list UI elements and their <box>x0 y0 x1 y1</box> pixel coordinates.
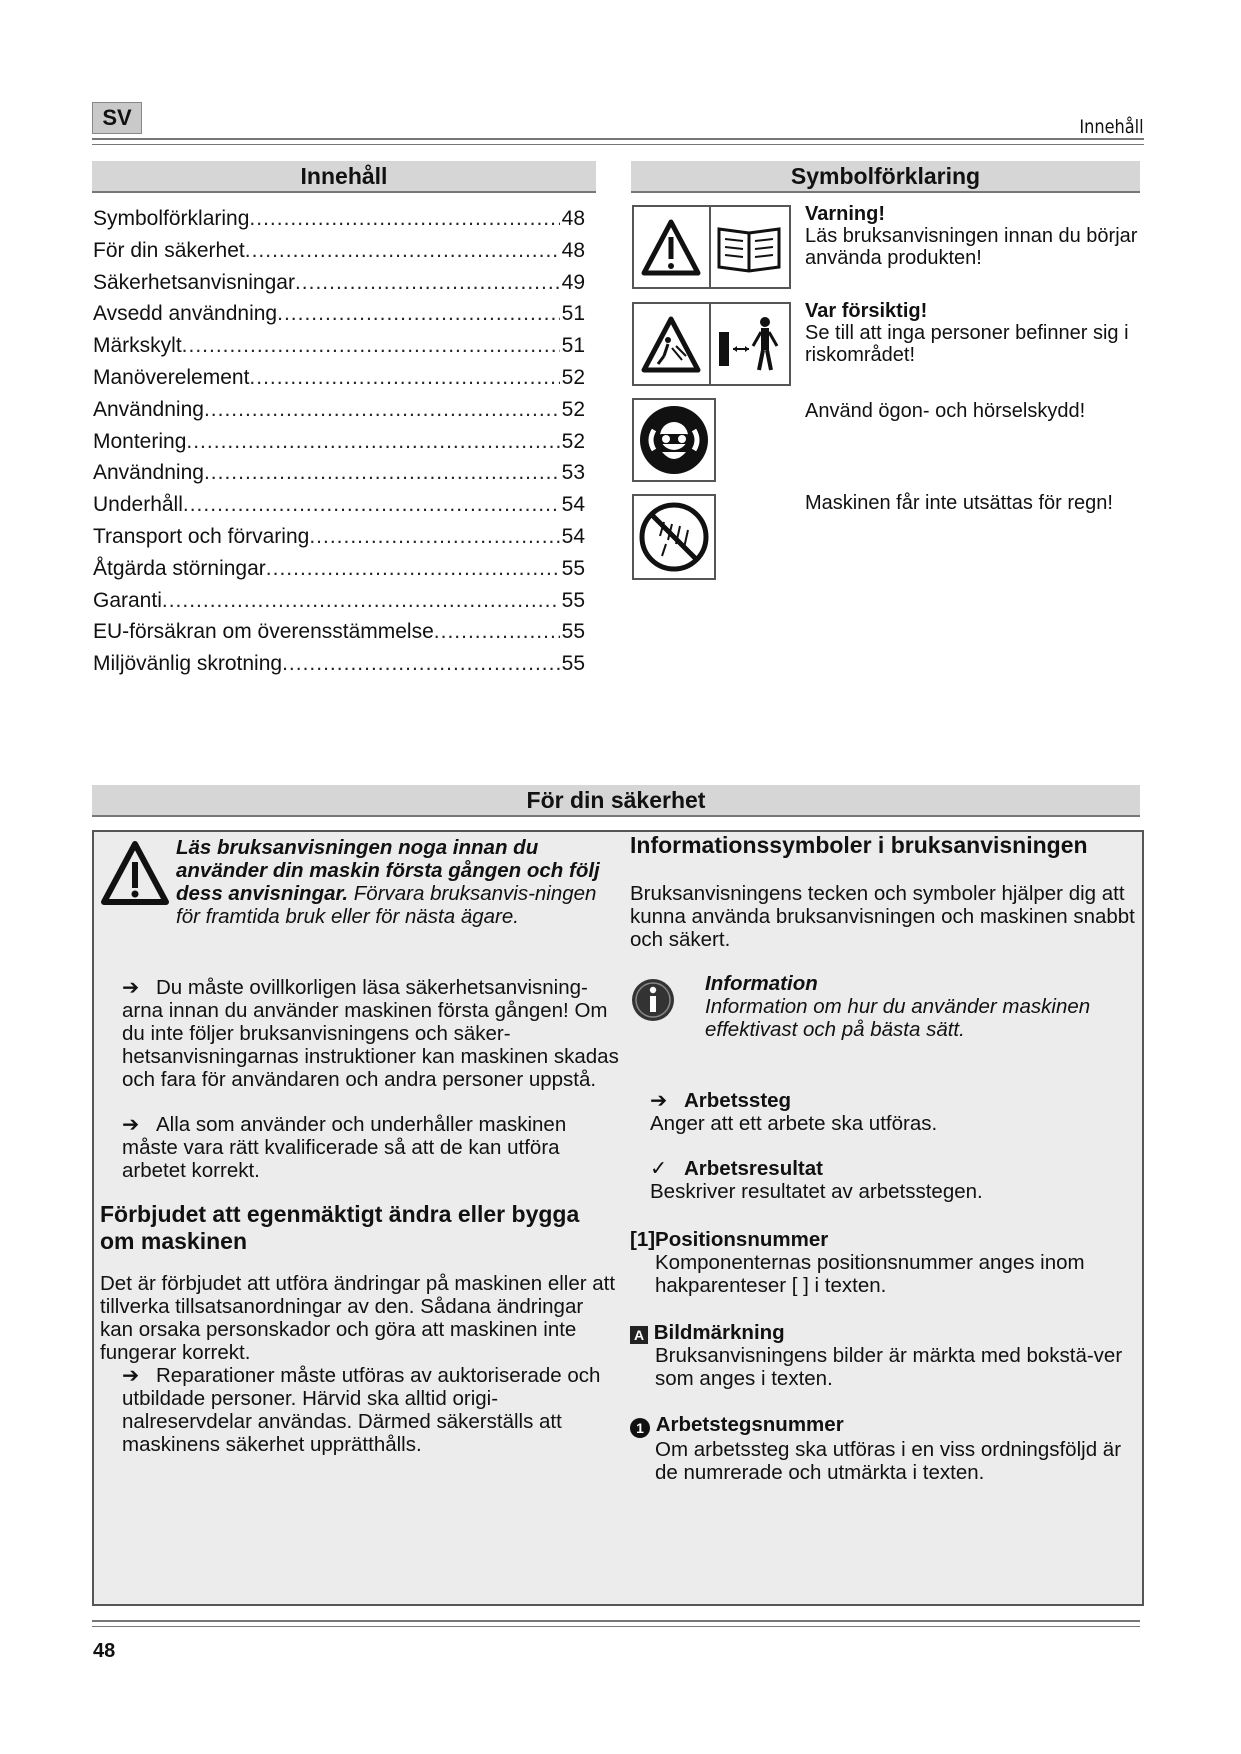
toc-leader-dots <box>204 394 560 426</box>
arrow-right-icon: ➔ <box>122 1113 140 1136</box>
work-step-item <box>650 1089 1130 1135</box>
symbol-description: Läs bruksanvisningen innan du börjar använda produkten! <box>805 225 1138 269</box>
toc-leader-dots <box>182 330 560 362</box>
symbol-heading: Varning! <box>805 203 886 225</box>
symbol-protection-text: Använd ögon- och hörselskydd! <box>805 400 1086 422</box>
toc-entry-label: Användning <box>93 397 204 421</box>
toc-entry-label: Märkskylt <box>93 334 182 358</box>
toc-entry-label: Underhåll <box>93 493 183 517</box>
symbol-heading: Var försiktig! <box>805 300 928 322</box>
toc-entry-label: Garanti <box>93 588 162 612</box>
warning-bold-text: Läs bruksanvisningen noga innan du använder din maskin första gången och följ dess anvisningar. <box>176 836 600 905</box>
work-result-label: Arbetsresultat <box>684 1157 823 1180</box>
toc-leader-dots <box>245 235 560 267</box>
step-number-label: Arbetstegsnummer <box>655 1413 844 1436</box>
keep-away-person-icon <box>711 304 787 384</box>
toc-entry-page: 52 <box>561 365 585 389</box>
toc-leader-dots <box>295 267 560 299</box>
toc-entry-page: 48 <box>561 238 585 262</box>
number-one-icon: 1 <box>630 1418 650 1438</box>
toc-leader-dots <box>204 457 560 489</box>
toc-entry <box>93 298 585 330</box>
toc-entry-label: Åtgärda störningar <box>93 556 266 580</box>
bullet-text: Alla som använder och underhåller maskinen måste vara rätt kvalificerade så att de kan utföra arbetet korrekt. <box>122 1113 567 1182</box>
toc-entry <box>93 489 585 521</box>
toc-entry-label: Användning <box>93 461 204 485</box>
toc-entry-label: Symbolförklaring <box>93 207 250 230</box>
modify-heading: Förbjudet att egenmäktigt ändra eller bygga om maskinen <box>100 1201 580 1254</box>
toc-entry <box>93 426 585 458</box>
toc-leader-dots <box>282 648 560 680</box>
arrow-right-icon: ➔ <box>122 976 140 999</box>
toc-entry-label: Avsedd användning <box>93 302 278 326</box>
toc-entry <box>93 362 585 394</box>
information-text: Information om hur du använder maskinen effektivast och på bästa sätt. <box>705 995 1091 1041</box>
step-number-item <box>630 1413 1135 1484</box>
running-header: Innehåll <box>1079 116 1144 138</box>
work-step-text: Anger att ett arbete ska utföras. <box>650 1112 938 1135</box>
toc-title: Innehåll <box>92 161 596 193</box>
arrow-right-icon: ➔ <box>650 1089 668 1112</box>
arrow-right-icon: ➔ <box>122 1364 140 1387</box>
toc-leader-dots <box>249 362 559 394</box>
image-marking-label: Bildmärkning <box>653 1321 785 1344</box>
toc-entry <box>93 585 585 617</box>
eye-ear-protection-icon <box>632 398 716 482</box>
toc-entry <box>93 330 585 362</box>
symbol-read-manual-text <box>805 203 1140 269</box>
information-label: Information <box>705 972 818 995</box>
toc-entry-label: Säkerhetsanvisningar <box>93 270 295 294</box>
toc-entry-label: För din säkerhet <box>93 238 245 262</box>
page-number: 48 <box>93 1640 116 1662</box>
symbol-description: Se till att inga personer befinner sig i riskområdet! <box>805 322 1129 366</box>
toc-entry <box>93 521 585 553</box>
toc-leader-dots <box>186 426 559 458</box>
modify-text: Det är förbjudet att utföra ändringar på maskinen eller att tillverka tillsatsanordningar av den. Sådana ändringar kan orsaka personskador och göra att maskinen inte fungerar korrekt. <box>100 1272 616 1364</box>
symbols-title: Symbolförklaring <box>631 161 1140 193</box>
bullet-text: Du måste ovillkorligen läsa säkerhetsanvisning-arna innan du använder maskinen första gången! Om du inte följer bruksanvisningens och säker-hetsanvisningarnas instruktioner kan maskinen skadas och fara för användaren och andra personer uppstå. <box>122 976 619 1091</box>
toc-leader-dots <box>434 616 560 648</box>
work-result-text: Beskriver resultatet av arbetsstegen. <box>650 1180 983 1203</box>
safety-bullet-3 <box>122 1364 627 1456</box>
bullet-text: Reparationer måste utföras av auktoriserade och utbildade personer. Härvid ska alltid origi-nalreservdelar användas. Därmed säkerställs att maskinens säkerhet upprätthålls. <box>122 1364 601 1456</box>
toc-entry-page: 48 <box>561 207 585 230</box>
image-marking-item <box>630 1321 1135 1390</box>
toc-leader-dots <box>277 298 560 330</box>
toc-entry-page: 52 <box>561 429 585 453</box>
position-number-text: Komponenternas positionsnummer anges inom hakparenteser [ ] i texten. <box>655 1251 1085 1297</box>
symbol-keep-distance-text <box>805 300 1140 366</box>
safety-title: För din säkerhet <box>92 785 1140 817</box>
work-result-item <box>650 1157 1130 1203</box>
toc-entry-label: Miljövänlig skrotning <box>93 652 283 676</box>
toc-entry <box>93 553 585 585</box>
toc-entry <box>93 235 585 267</box>
symbol-read-manual <box>632 205 791 289</box>
toc-entry-page: 55 <box>561 620 585 644</box>
table-of-contents <box>93 203 585 680</box>
toc-entry-label: EU-försäkran om överensstämmelse <box>93 620 434 644</box>
info-symbols-heading: Informationssymboler i bruksanvisningen <box>630 832 1088 858</box>
read-manual-warning <box>176 836 616 928</box>
warning-triangle-icon <box>100 838 170 908</box>
language-tag: SV <box>92 102 142 134</box>
footer-rule <box>92 1620 1140 1627</box>
information-block <box>705 972 1135 1041</box>
image-marking-text: Bruksanvisningens bilder är märkta med bokstä-ver som anges i texten. <box>655 1344 1123 1390</box>
toc-entry-page: 55 <box>561 588 585 612</box>
toc-entry-page: 54 <box>561 493 585 517</box>
toc-entry-page: 54 <box>561 524 585 548</box>
toc-entry <box>93 616 585 648</box>
step-number-text: Om arbetssteg ska utföras i en viss ordningsföljd är de numrerade och utmärkta i texten. <box>655 1438 1122 1484</box>
position-number-item <box>630 1228 1135 1297</box>
toc-entry <box>93 648 585 680</box>
toc-leader-dots <box>309 521 559 553</box>
toc-leader-dots <box>266 553 560 585</box>
no-rain-icon <box>632 494 716 580</box>
toc-leader-dots <box>162 585 560 617</box>
toc-entry-page: 55 <box>561 652 585 676</box>
letter-a-icon: A <box>630 1326 648 1344</box>
header-rule <box>92 138 1144 145</box>
toc-entry-label: Transport och förvaring <box>93 524 310 548</box>
flying-debris-warning-icon <box>634 304 711 384</box>
toc-entry <box>93 394 585 426</box>
safety-bullet-2 <box>122 1113 627 1182</box>
toc-entry <box>93 457 585 489</box>
symbol-keep-distance <box>632 302 791 386</box>
toc-entry <box>93 267 585 299</box>
information-icon <box>630 977 676 1023</box>
checkmark-icon: ✓ <box>650 1157 668 1180</box>
toc-entry-label: Manöverelement <box>93 365 250 389</box>
warning-triangle-icon <box>634 207 711 287</box>
toc-entry-page: 55 <box>561 556 585 580</box>
toc-entry-page: 51 <box>561 302 585 326</box>
toc-entry-page: 52 <box>561 397 585 421</box>
toc-leader-dots <box>183 489 560 521</box>
symbol-no-rain-text: Maskinen får inte utsättas för regn! <box>805 492 1113 514</box>
book-icon <box>711 207 787 287</box>
toc-leader-dots <box>249 203 559 235</box>
safety-bullet-1 <box>122 976 627 1091</box>
position-number-label: [1]Positionsnummer <box>630 1228 829 1251</box>
work-step-label: Arbetssteg <box>684 1089 792 1112</box>
warning-italic-text: Förvara bruksanvis-ningen för framtida bruk eller för nästa ägare. <box>176 882 597 928</box>
toc-entry-page: 53 <box>561 461 585 485</box>
toc-entry-page: 49 <box>561 270 585 294</box>
info-symbols-text: Bruksanvisningens tecken och symboler hjälper dig att kunna använda bruksanvisningen och maskinen snabbt och säkert. <box>630 882 1135 951</box>
toc-entry-label: Montering <box>93 429 187 453</box>
toc-entry <box>93 203 585 235</box>
toc-entry-page: 51 <box>561 334 585 358</box>
